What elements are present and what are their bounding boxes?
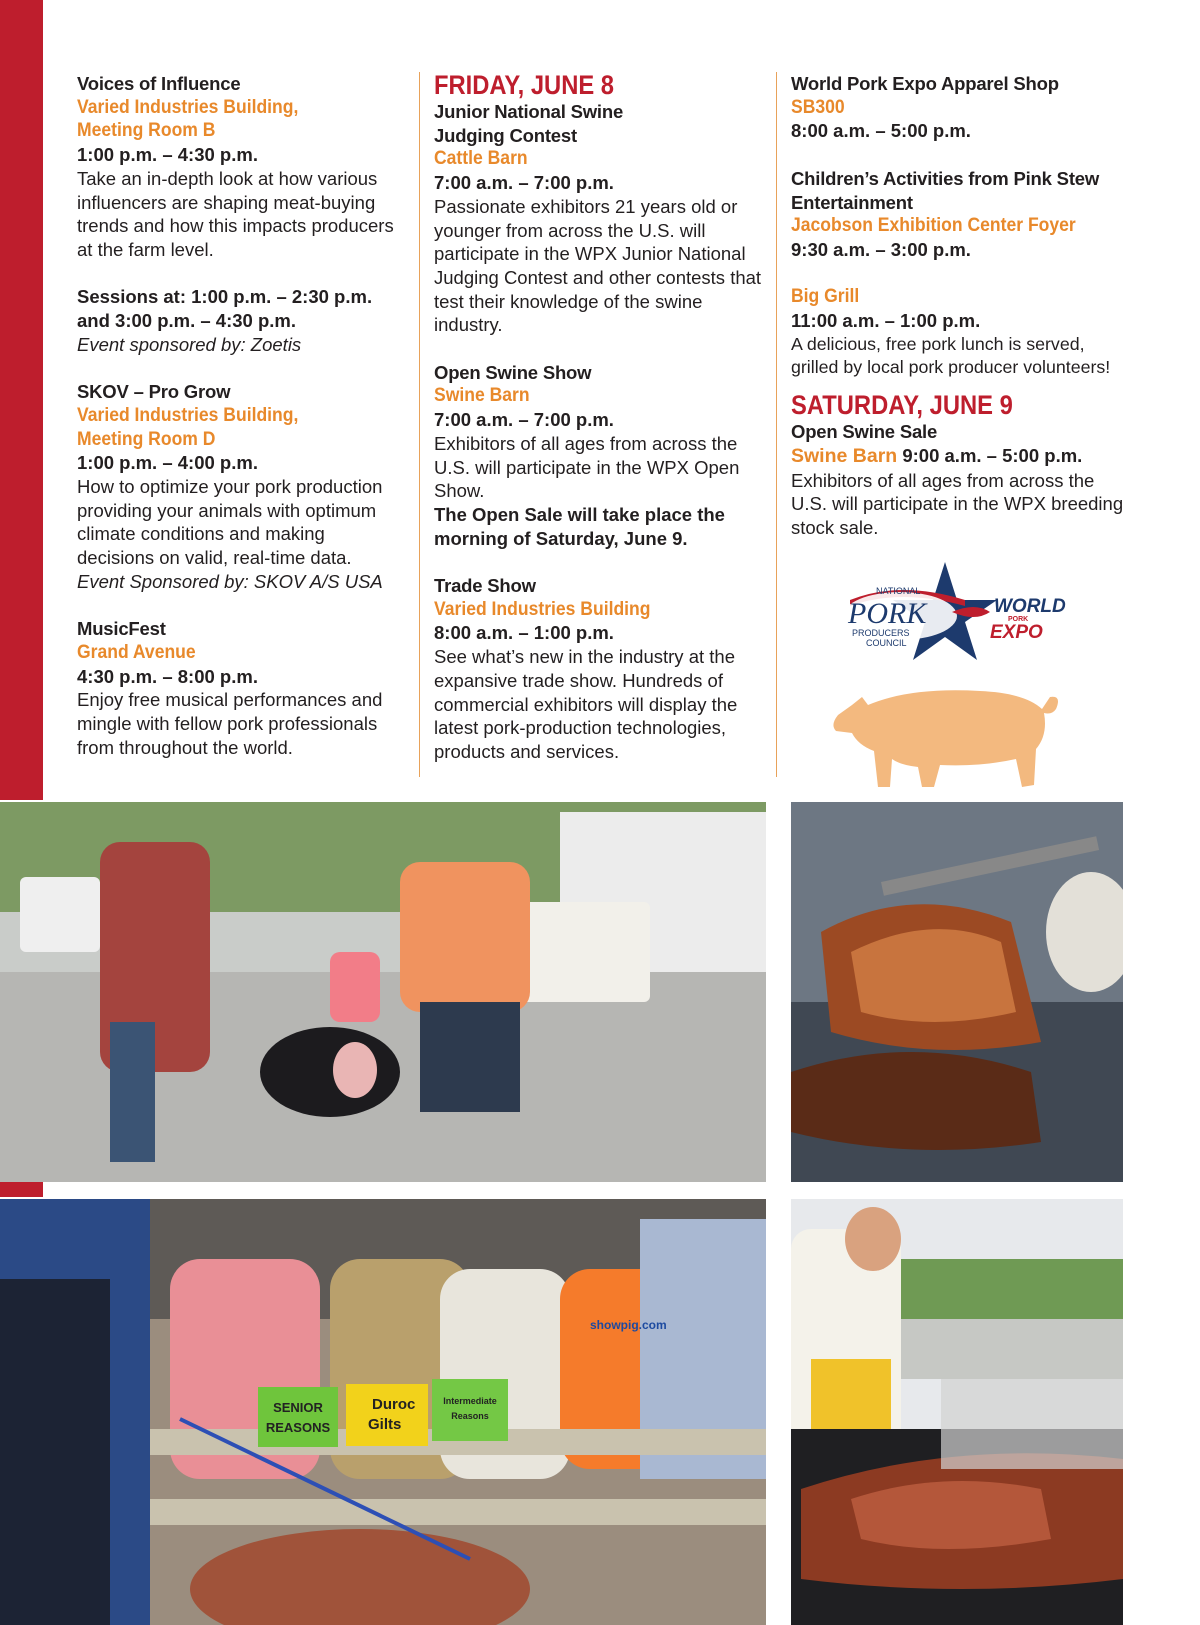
event-title: Open Swine Sale [791, 421, 938, 443]
event-trade-show [434, 574, 764, 764]
logo-pork-text: PORK [848, 597, 927, 630]
event-sponsor: Event Sponsored by: SKOV A/S USA [77, 570, 383, 592]
schedule-column-1 [77, 72, 407, 783]
sign-text: REASONS [265, 1420, 331, 1435]
day-heading-friday: FRIDAY, JUNE 8 [434, 70, 615, 100]
event-time: 11:00 a.m. – 1:00 p.m. [791, 310, 981, 331]
event-description: Exhibitors of all ages from across the U.S. will participate in the WPX breeding stock sale. [791, 469, 1124, 538]
sign-text: Gilts [368, 1416, 402, 1433]
sign-text: Duroc [372, 1396, 416, 1413]
event-time: 9:30 a.m. – 3:00 p.m. [791, 238, 971, 260]
nppc-world-pork-expo-logo [840, 560, 1070, 670]
event-childrens-activities [791, 167, 1131, 262]
event-skov-pro-grow [77, 380, 407, 593]
event-location: Meeting Room D [77, 427, 216, 450]
event-open-swine-show [434, 361, 764, 551]
column-divider [419, 72, 420, 777]
event-location: Varied Industries Building [434, 597, 651, 620]
event-location: Big Grill [791, 285, 860, 308]
event-musicfest [77, 617, 407, 759]
event-title: MusicFest [77, 618, 166, 640]
logo-world-text: WORLD [994, 596, 1066, 617]
schedule-column-3 [791, 72, 1131, 563]
event-sessions [77, 285, 407, 356]
pig-icon [830, 675, 1060, 805]
event-location-time [791, 444, 1131, 469]
event-description: Take an in-depth look at how various influencers are shaping meat-buying trends and how this impacts producers at the farm level. [77, 167, 394, 260]
sessions-line: Sessions at: 1:00 p.m. – 2:30 p.m. [77, 286, 373, 308]
schedule-column-2 [434, 72, 764, 787]
day-heading-saturday: SATURDAY, JUNE 9 [791, 390, 1013, 421]
event-time: 7:00 a.m. – 7:00 p.m. [434, 409, 614, 431]
event-big-grill [791, 285, 1131, 380]
event-title: Voices of Influence [77, 73, 241, 94]
event-junior-judging [434, 100, 764, 337]
event-location: Varied Industries Building, [77, 403, 299, 426]
shirt-text: showpig.com [590, 1318, 667, 1332]
event-location: SB300 [791, 95, 845, 118]
logo-graphic [840, 560, 1070, 670]
event-location: Grand Avenue [77, 640, 196, 663]
logo-council-text: COUNCIL [866, 638, 907, 648]
red-side-tab [0, 1181, 43, 1197]
event-title: Children’s Activities from Pink Stew Entertainment [791, 167, 1100, 213]
event-voices-of-influence [77, 72, 407, 262]
sign-senior-reasons [258, 1387, 338, 1447]
red-side-bar [0, 0, 43, 800]
sessions-line: and 3:00 p.m. – 4:30 p.m. [77, 310, 296, 332]
event-location: Swine Barn [791, 444, 898, 467]
event-description: Passionate exhibitors 21 years old or younger from across the U.S. will participate in the WPX Junior National Judging Contest and other contests that test their knowledge of the swine industry. [434, 195, 762, 336]
event-time: 8:00 a.m. – 1:00 p.m. [434, 622, 614, 644]
column-divider [776, 72, 777, 777]
event-location: Jacobson Exhibition Center Foyer [791, 214, 1076, 237]
event-time: 1:00 p.m. – 4:30 p.m. [77, 144, 258, 166]
event-title: Open Swine Show [434, 361, 592, 383]
pig-silhouette [830, 675, 1060, 805]
event-time: 7:00 a.m. – 7:00 p.m. [434, 172, 614, 194]
logo-pork-small-text: PORK [1008, 616, 1029, 623]
event-sponsor: Event sponsored by: Zoetis [77, 333, 302, 355]
sign-text: SENIOR [273, 1400, 323, 1415]
event-description: Exhibitors of all ages from across the U.S. will participate in the WPX Open Show. [434, 432, 740, 502]
event-location: Varied Industries Building, [77, 95, 299, 118]
event-time: 8:00 a.m. – 5:00 p.m. [791, 120, 971, 142]
event-location: Meeting Room B [77, 119, 216, 142]
event-apparel-shop [791, 72, 1131, 143]
event-title: SKOV – Pro Grow [77, 381, 231, 403]
sign-text: Reasons [451, 1411, 489, 1421]
event-title: Trade Show [434, 575, 536, 597]
sign-text: Intermediate [443, 1396, 497, 1406]
event-time: 9:00 a.m. – 5:00 p.m. [897, 444, 1083, 466]
logo-producers-text: PRODUCERS [852, 628, 910, 638]
event-location: Cattle Barn [434, 147, 528, 170]
sign-duroc-gilts [346, 1384, 428, 1446]
event-open-swine-sale [791, 420, 1131, 540]
logo-expo-text: EXPO [990, 622, 1043, 643]
photo-grilled-ribs [791, 802, 1123, 1182]
event-description: A delicious, free pork lunch is served, grilled by local pork producer volunteers! [791, 333, 1111, 378]
event-title: World Pork Expo Apparel Shop [791, 73, 1059, 94]
event-note: The Open Sale will take place the morning of Saturday, June 9. [434, 503, 725, 549]
event-title: Junior National Swine [434, 101, 624, 122]
sign-intermediate-reasons [432, 1379, 508, 1441]
photo-junior-judging-contest [0, 1199, 766, 1625]
event-description: How to optimize your pork production providing your animals with optimum climate conditions and making decisions on valid, real-time data. [77, 475, 383, 569]
event-title: Judging Contest [434, 124, 577, 146]
photo-family-showing-pig [0, 802, 766, 1182]
event-time: 4:30 p.m. – 8:00 p.m. [77, 665, 258, 687]
logo-national-text: NATIONAL [876, 586, 921, 596]
event-description: Enjoy free musical performances and mingle with fellow pork professionals from throughout the world. [77, 689, 383, 758]
event-time: 1:00 p.m. – 4:00 p.m. [77, 452, 258, 474]
event-description: See what’s new in the industry at the expansive trade show. Hundreds of commercial exhibitors will display the latest pork-production technologies, products and services. [434, 646, 738, 762]
event-location: Swine Barn [434, 384, 530, 407]
photo-pork-producer-grilling [791, 1199, 1123, 1625]
